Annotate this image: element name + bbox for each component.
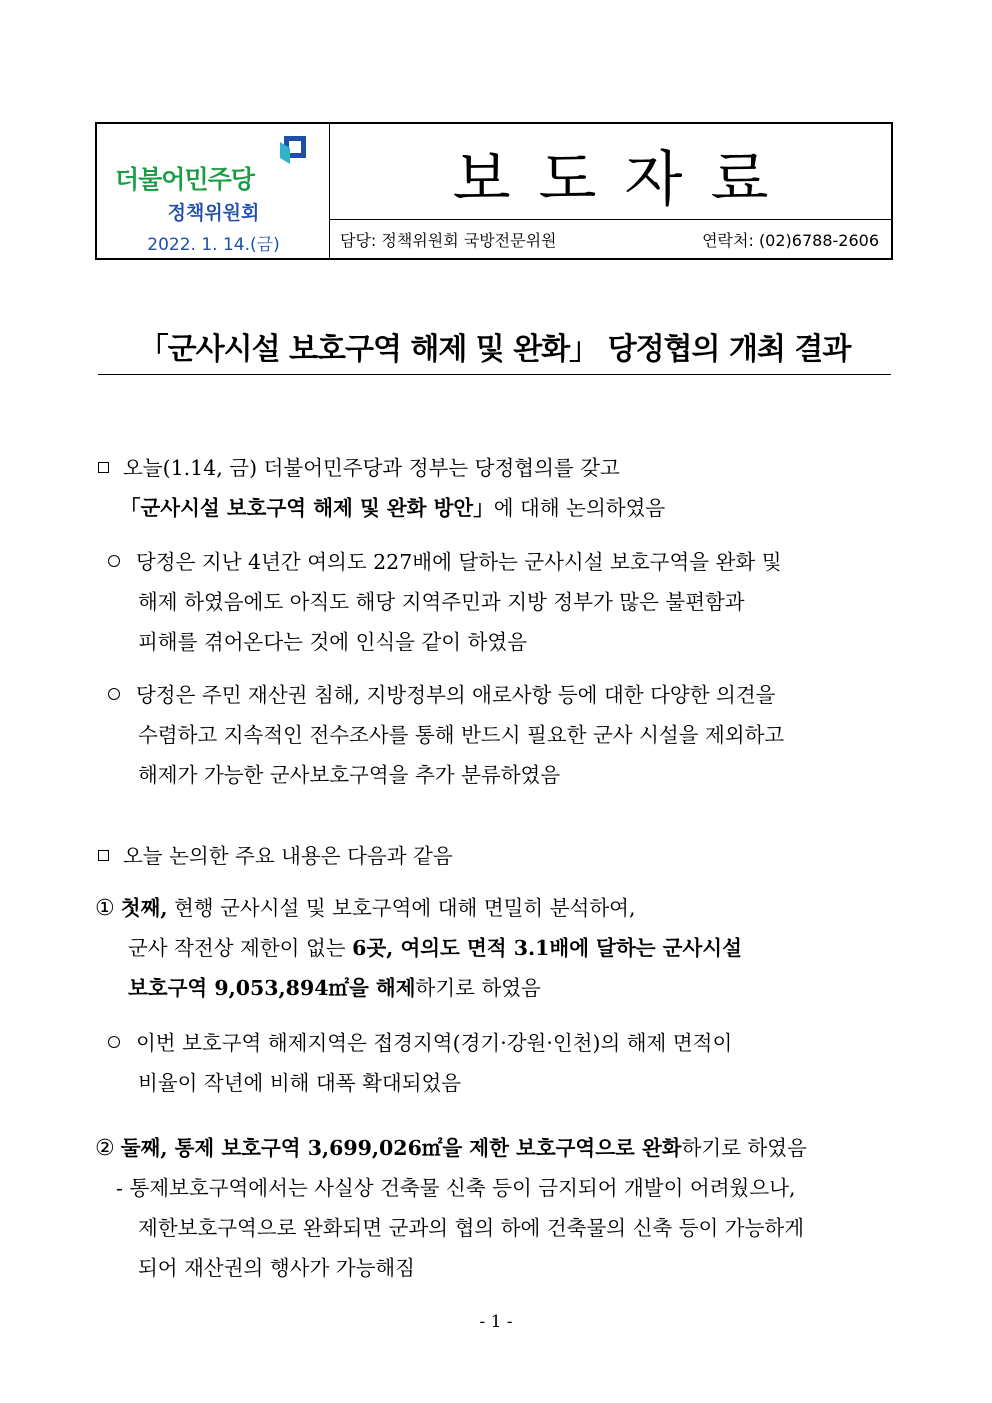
circle-item-3-line-1 — [108, 1029, 732, 1057]
dash-item-1-line-1: - 통제보호구역에서는 사실상 건축물 신축 등이 금지되어 개발이 어려웠으나, — [116, 1176, 796, 1200]
press-release-title: 보도자료 — [452, 145, 797, 215]
press-release-header — [95, 122, 893, 260]
headline-divider — [98, 374, 891, 375]
paragraph-text: 당정은 주민 재산권 침해, 지방정부의 애로사항 등에 대한 다양한 의견을 — [136, 683, 776, 707]
party-name: 더불어민주당 — [115, 165, 254, 194]
circle-item-1-line-3: 피해를 겪어온다는 것에 인식을 같이 하였음 — [138, 630, 528, 654]
circle-bullet-icon — [108, 555, 120, 567]
circle-bullet-icon — [108, 688, 120, 700]
square-bullet-icon — [98, 462, 109, 473]
party-logo-icon — [280, 134, 308, 164]
bold-text: 둘째, 통제 보호구역 3,699,026㎡을 제한 보호구역으로 완화 — [120, 1136, 682, 1160]
item-number: ② — [95, 1136, 115, 1161]
page-number: - 1 - — [479, 1312, 513, 1332]
item-number: ① — [95, 896, 115, 921]
item-1-line-2 — [128, 934, 742, 962]
paragraph-1-line-2 — [120, 494, 665, 522]
dash-item-1-line-2: 제한보호구역으로 완화되면 군과의 협의 하에 건축물의 신축 등이 가능하게 — [138, 1216, 805, 1240]
circle-item-1-line-2: 해제 하였음에도 아직도 해당 지역주민과 지방 정부가 많은 불편함과 — [138, 590, 745, 614]
circle-item-1-line-1 — [108, 548, 782, 576]
circle-item-2-line-3: 해제가 가능한 군사보호구역을 추가 분류하였음 — [138, 763, 561, 787]
circle-item-2-line-1 — [108, 681, 775, 709]
bold-text: 6곳, 여의도 면적 3.1배에 달하는 군사시설 — [352, 936, 742, 960]
square-bullet-icon — [98, 850, 109, 861]
circle-item-2-line-2: 수렴하고 지속적인 전수조사를 통해 반드시 필요한 군사 시설을 제외하고 — [138, 723, 785, 747]
paragraph-text: 당정은 지난 4년간 여의도 227배에 달하는 군사시설 보호구역을 완화 및 — [136, 550, 782, 574]
party-logo-block — [97, 124, 330, 258]
item-1-line-1 — [95, 894, 635, 923]
contact-cell — [330, 220, 891, 258]
paragraph-text: 군사 작전상 제한이 없는 — [128, 936, 353, 960]
item-2-line-1 — [95, 1134, 807, 1163]
bold-text: 첫째, — [120, 896, 168, 920]
paragraph-2-line-1 — [98, 842, 453, 870]
bold-text: 「군사시설 보호구역 해제 및 완화 방안」 — [120, 496, 494, 520]
contact-department: 담당: 정책위원회 국방전문위원 — [340, 231, 557, 250]
paragraph-text: 오늘(1.14, 금) 더불어민주당과 정부는 당정협의를 갖고 — [123, 456, 620, 480]
committee-name: 정책위원회 — [167, 202, 260, 224]
circle-bullet-icon — [108, 1036, 120, 1048]
paragraph-text: 오늘 논의한 주요 내용은 다음과 같음 — [123, 844, 453, 868]
paragraph-text: 현행 군사시설 및 보호구역에 대해 면밀히 분석하여, — [167, 896, 636, 920]
item-1-line-3 — [128, 974, 541, 1002]
paragraph-1-line-1 — [98, 454, 620, 482]
paragraph-text: 하기로 하였음 — [415, 976, 541, 1000]
circle-item-3-line-2: 비율이 작년에 비해 대폭 확대되었음 — [138, 1071, 462, 1095]
contact-phone: 연락처: (02)6788-2606 — [702, 231, 879, 250]
paragraph-text: 하기로 하였음 — [681, 1136, 807, 1160]
release-date: 2022. 1. 14.(금) — [147, 235, 280, 255]
bold-text: 보호구역 9,053,894㎡을 해제 — [128, 976, 416, 1000]
dash-item-1-line-3: 되어 재산권의 행사가 가능해짐 — [138, 1256, 415, 1280]
headline: 「군사시설 보호구역 해제 및 완화」 당정협의 개최 결과 — [138, 332, 851, 367]
paragraph-text: 에 대해 논의하였음 — [493, 496, 666, 520]
paragraph-text: 이번 보호구역 해제지역은 접경지역(경기·강원·인천)의 해제 면적이 — [136, 1031, 733, 1055]
title-cell — [330, 124, 891, 220]
